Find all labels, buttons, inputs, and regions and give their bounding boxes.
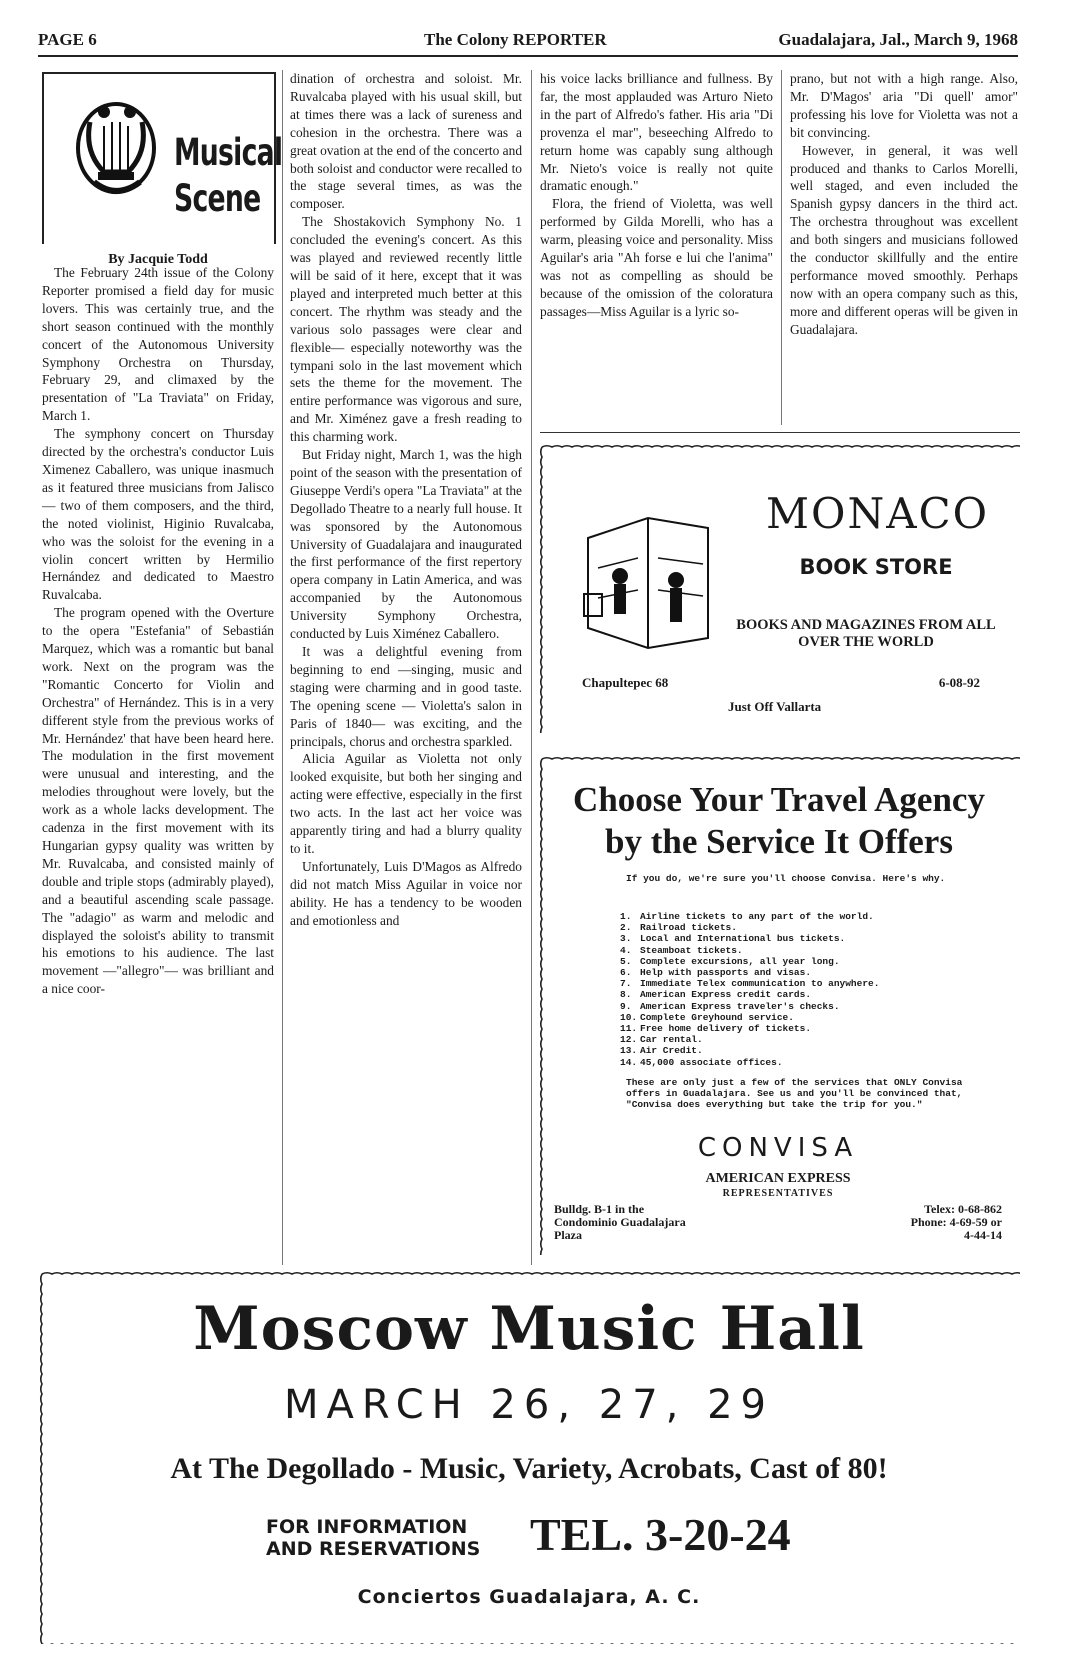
travel-ad-title: Choose Your Travel Agency by the Service It Offers: [573, 780, 985, 861]
dateline: Guadalajara, Jal., March 9, 1968: [778, 30, 1018, 49]
service-item: [620, 911, 990, 922]
moscow-music-hall-ad: [38, 1270, 1020, 1644]
service-number: 12.: [620, 1034, 638, 1046]
event-venue: At The Degollado - Music, Variety, Acrobats, Cast of 80!: [170, 1452, 888, 1485]
paragraph: Alicia Aguilar as Violetta not only looked exquisite, but both her singing and acting were effective, especially in the first two acts. In the last act her voice was apparently tiring and had a blurry quality to it.: [290, 751, 522, 856]
event-telephone: TEL. 3-20-24: [530, 1509, 791, 1560]
service-number: 2.: [620, 922, 632, 934]
service-text: Air Credit.: [640, 1045, 703, 1057]
service-number: 11.: [620, 1023, 638, 1035]
page-header: [38, 30, 1018, 52]
service-item: [620, 978, 990, 989]
paragraph: dination of orchestra and soloist. Mr. Ruvalcaba played with his usual skill, but at times there was a lack of sureness and cohesion in the orchestra. There was a great ovation at the end of the concerto and both soloist and conductor were recalled to the stage several times, as was the composer.: [290, 71, 522, 212]
newspaper-name: The Colony REPORTER: [424, 30, 607, 49]
store-phone: 6-08-92: [938, 675, 980, 690]
paragraph: However, in general, it was well produced and thanks to Carlos Morelli, well staged, and even included the Spanish gypsy dancers in the third act. The orchestra throughout was excellent and both singers and musicians followed the conductor skillfully and the entire performance moved smoothly. Perhaps now with an opera company such as this, more and different operas will be given in Guadalajara.: [790, 142, 1018, 337]
service-text: Free home delivery of tickets.: [640, 1023, 812, 1035]
store-name: MONACO: [766, 489, 990, 538]
service-number: 6.: [620, 967, 632, 979]
service-item: [620, 922, 990, 933]
lyre-mask-icon: [64, 92, 164, 202]
service-text: 45,000 associate offices.: [640, 1056, 783, 1068]
store-location: Just Off Vallarta: [728, 699, 822, 714]
paragraph: But Friday night, March 1, was the high point of the season with the presentation of Giuseppe Verdi's opera "La Traviata" at the Degollado Theatre to a nearly full house. It was sponsored by the Autonomous University of Guadalajara and inaugurated the first performance of the first repertory opera company in Latin America, and was accompanied by the Autonomous University Symphony Orchestra, conducted by Luis Ximénez Caballero.: [290, 447, 522, 642]
convisa-logo: CONVISA: [697, 1133, 859, 1163]
store-tagline: BOOKS AND MAGAZINES FROM ALL OVER THE WORLD: [736, 617, 996, 650]
service-text: Steamboat tickets.: [640, 944, 743, 956]
paragraph: The February 24th issue of the Colony Reporter promised a field day for music lovers. This was certainly true, and the short season continued with the monthly concert of the Autonomous University Symphony Orchestra on Thursday, February 29, and climaxed by the presentation of "La Traviata" on Friday, March 1.: [42, 265, 274, 424]
travel-ad-intro: If you do, we're sure you'll choose Convisa. Here's why.: [626, 873, 946, 884]
paragraph: Flora, the friend of Violetta, was well performed by Gilda Morelli, who has a warm, pleasing voice and personality. Miss Aguilar's aria "Ah forse e lui che l'anima" was not as compelling as should be because of the omission of the coloratura passages—Miss Aguilar is a lyric so-: [540, 196, 773, 319]
travel-ad-note: These are only just a few of the services that ONLY Convisa offers in Guadalajara. See us and you'll be convinced that, "Convisa does everything but take the trip for you.": [626, 1077, 963, 1110]
paragraph: prano, but not with a high range. Also, Mr. D'Magos' aria "Di quell' amor" professing his love for Violetta was not a bit convincing.: [790, 71, 1018, 140]
service-item: [620, 1012, 990, 1023]
service-number: 10.: [620, 1011, 638, 1023]
service-number: 14.: [620, 1056, 638, 1068]
page-number: PAGE 6: [38, 30, 97, 49]
column-divider: [282, 70, 283, 1265]
service-item: [620, 967, 990, 978]
store-address: Chapultepec 68: [582, 675, 669, 690]
service-item: [620, 956, 990, 967]
paragraph: It was a delightful evening from beginning to end —singing, music and staging were charming and in good taste. The opening scene — Violetta's salon in Paris of 1840— was exciting, and the principals, chorus and orchestra sparkled.: [290, 644, 522, 749]
service-item: [620, 1057, 990, 1068]
paragraph: Unfortunately, Luis D'Magos as Alfredo did not match Miss Aguilar in voice nor ability. He has a tendency to be wooden and emotionless and: [290, 858, 522, 928]
service-item: [620, 1001, 990, 1012]
column-divider: [781, 70, 782, 425]
service-text: Immediate Telex communication to anywhere.: [640, 978, 880, 990]
service-item: [620, 989, 990, 1000]
store-subtitle: BOOK STORE: [799, 555, 953, 579]
event-title: Moscow Music Hall: [193, 1294, 865, 1364]
service-text: Complete Greyhound service.: [640, 1011, 794, 1023]
service-item: [620, 945, 990, 956]
byline: By Jacquie Todd: [108, 252, 208, 267]
service-number: 4.: [620, 944, 632, 956]
paragraph: The symphony concert on Thursday directed by the orchestra's conductor Luis Ximenez Caballero, was unique inasmuch as it featured three musicians from Jalisco — two of them composers, and the third, the noted violinist, Higinio Ruvalcaba, who was the soloist for the evening in a violin concert written by Hermilio Hernández and dedicated to Maestro Ruvalcaba.: [42, 426, 274, 603]
paragraph: The Shostakovich Symphony No. 1 concluded the evening's concert. As this was played and reviewed recently little will be said of it here, except that it was played and interpreted much better at this concert. The rhythm was steady and the various solo passages were clear and flexible— especially noteworthy was the tympani solo in the last movement which sets the theme for the movement. The entire performance was vigorous and sure, and Mr. Ximénez gave a fresh reading to this charming work.: [290, 214, 522, 445]
service-item: [620, 1023, 990, 1034]
musical-scene-title: Musical Scene: [174, 131, 283, 220]
service-number: 5.: [620, 955, 632, 967]
service-text: Help with passports and visas.: [640, 967, 812, 979]
service-number: 3.: [620, 933, 632, 945]
service-number: 1.: [620, 911, 632, 922]
services-list: [620, 911, 990, 1068]
header-rule: [38, 55, 1018, 57]
monaco-bookstore-ad: [538, 443, 1020, 733]
service-text: Local and International bus tickets.: [640, 933, 846, 945]
article-column-4: [790, 70, 1018, 425]
paragraph: his voice lacks brilliance and fullness. By far, the most applauded was Arturo Nieto in the part of Alfredo's father. His aria "Di provenza el mar", beseeching Alfredo to return home was capably sung although Mr. Nieto's voice is really not quite dramatic enough.": [540, 71, 773, 194]
event-organizer: Conciertos Guadalajara, A. C.: [357, 1586, 701, 1608]
service-item: [620, 1045, 990, 1056]
column-divider: [531, 70, 532, 1265]
service-number: 8.: [620, 989, 632, 1001]
info-label: FOR INFORMATION AND RESERVATIONS: [266, 1516, 481, 1560]
service-text: Complete excursions, all year long.: [640, 955, 840, 967]
article-column-2: [290, 70, 522, 1265]
service-number: 13.: [620, 1045, 638, 1057]
amex-representatives: AMERICAN EXPRESS REPRESENTATIVES: [705, 1171, 851, 1199]
service-number: 9.: [620, 1000, 632, 1012]
service-item: [620, 1034, 990, 1045]
travel-contact: Telex: 0-68-862 Phone: 4-69-59 or 4-44-14: [910, 1202, 1002, 1242]
service-text: American Express traveler's checks.: [640, 1000, 840, 1012]
convisa-travel-ad: [538, 755, 1020, 1255]
paragraph: The program opened with the Overture to the opera "Estefania" of Sebastián Marquez, which was a romantic but banal work. Next on the program was the "Romantic Concerto for Violin and Orchestra" of Hernández. This is in a very different style from the previous works of Mr. Hernández' that have been heard here. The modulation in the first movement were unusual and interesting, and the melodies throughout were lovely, but the work as a whole lacks development. The cadenza in the first movement with its Hungarian gypsy quality was written by Mr. Ruvalcaba, and consisted mainly of double and triple stops (admirably played), and a beautiful ascending scale passage. The "adagio" as warm and melodic and displayed the soloist's ability to transmit his emotions to his audience. The last movement —"allegro"— was brilliant and a nice coor-: [42, 605, 274, 997]
bookshelf-illustration-icon: [578, 498, 718, 658]
service-text: Airline tickets to any part of the world.: [640, 911, 874, 922]
travel-address: Bulldg. B-1 in the Condominio Guadalajara Plaza: [554, 1202, 686, 1242]
service-number: 7.: [620, 978, 632, 990]
article-column-3: [540, 70, 773, 425]
service-item: [620, 933, 990, 944]
event-dates: MARCH 26, 27, 29: [284, 1382, 774, 1428]
article-column-1: [42, 264, 274, 1264]
section-rule: [540, 432, 1020, 433]
service-text: Car rental.: [640, 1034, 703, 1046]
musical-scene-logo: [42, 72, 283, 244]
service-text: American Express credit cards.: [640, 989, 812, 1001]
service-text: Railroad tickets.: [640, 922, 737, 934]
